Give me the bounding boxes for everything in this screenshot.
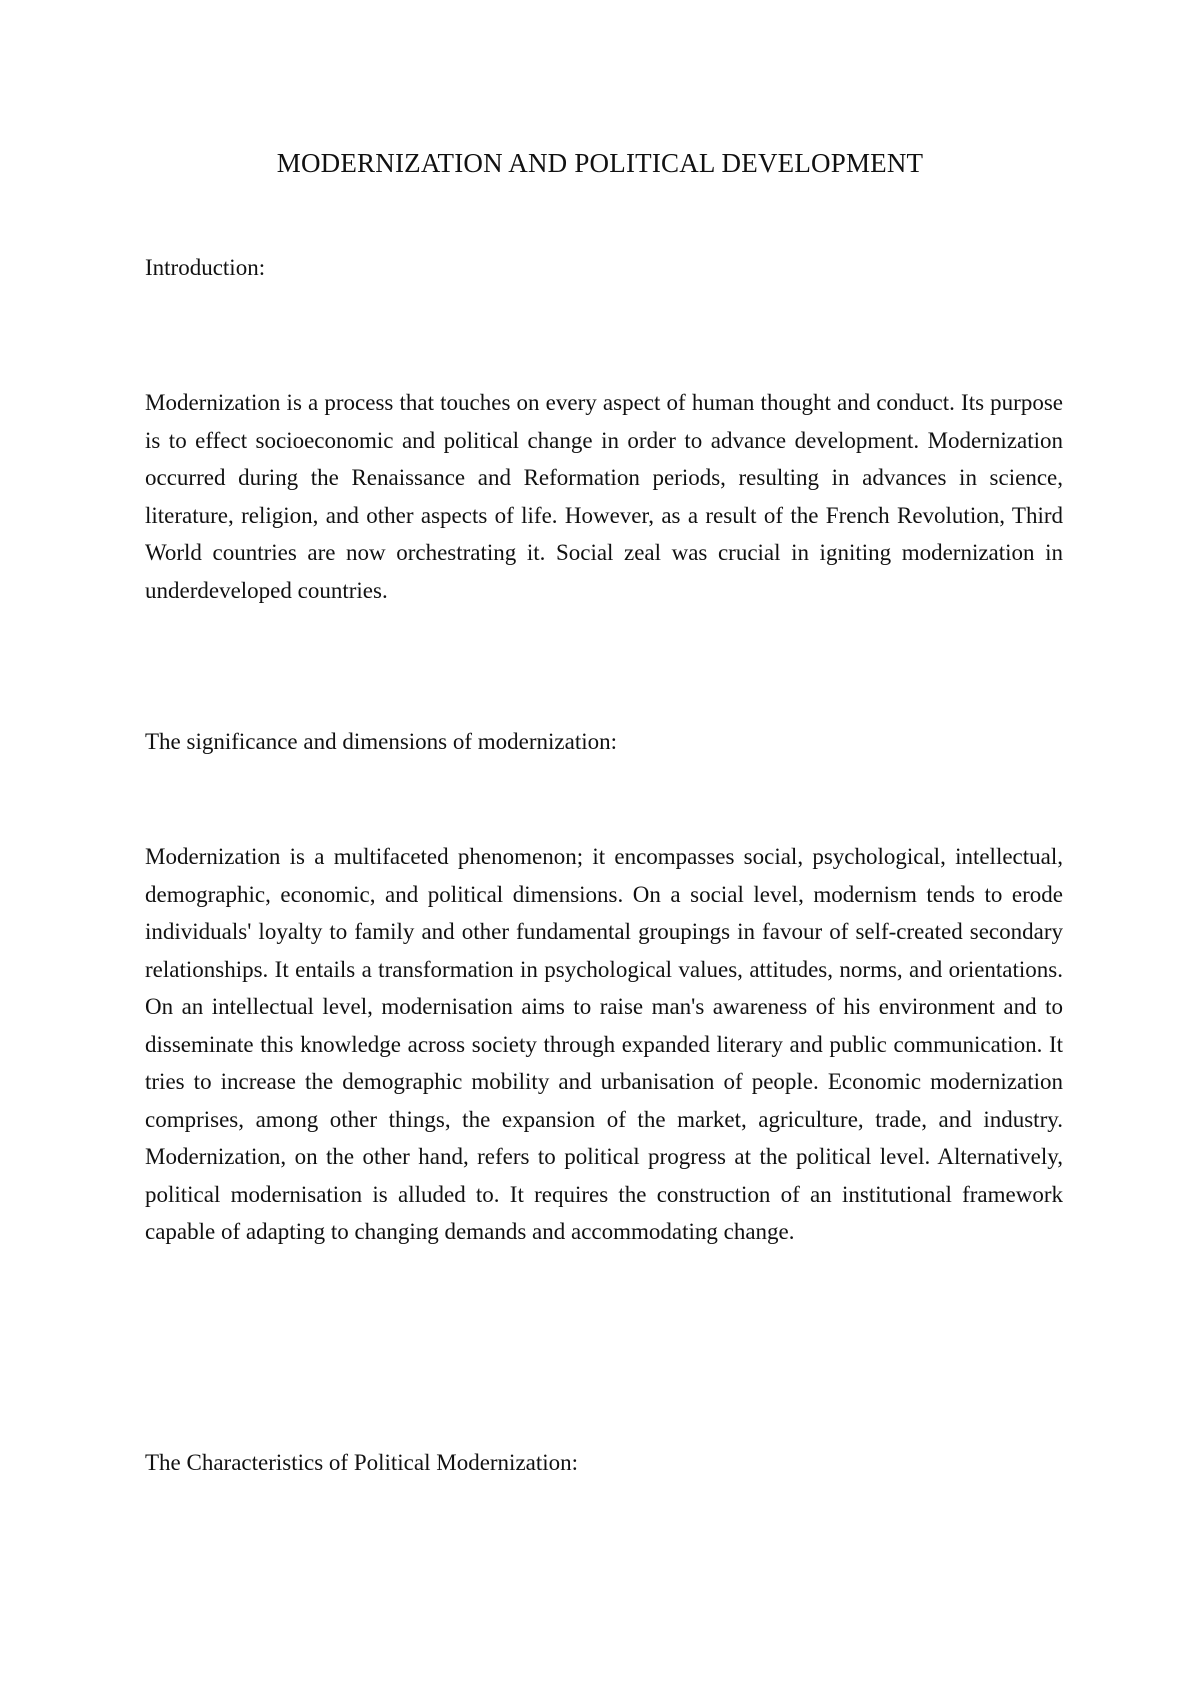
section-heading-significance: The significance and dimensions of modernization: [145,729,618,754]
section-heading-characteristics: The Characteristics of Political Modernization: [145,1450,579,1475]
document-title: MODERNIZATION AND POLITICAL DEVELOPMENT [276,148,924,178]
paragraph-introduction: Modernization is a process that touches on every aspect of human thought and conduct. Its purpose is to effect socioeconomic and political change in order to advance development. Modernization occurred during the Renaissance and Reformation periods, resulting in advances in science, literature, religion, and other aspects of life. However, as a result of the French Revolution, Third World countries are now orchestrating it. Social zeal was crucial in igniting modernization in underdeveloped countries. [145,390,1063,603]
section-heading-introduction: Introduction: [145,255,266,280]
paragraph-significance: Modernization is a multifaceted phenomenon; it encompasses social, psychological, intellectual, demographic, economic, and political dimensions. On a social level, modernism tends to erode individuals' loyalty to family and other fundamental groupings in favour of self-created secondary relationships. It entails a transformation in psychological values, attitudes, norms, and orientations. On an intellectual level, modernisation aims to raise man's awareness of his environment and to disseminate this knowledge across society through expanded literary and public communication. It tries to increase the demographic mobility and urbanisation of people. Economic modernization comprises, among other things, the expansion of the market, agriculture, trade, and industry. Modernization, on the other hand, refers to political progress at the political level. Alternatively, political modernisation is alluded to. It requires the construction of an institutional framework capable of adapting to changing demands and accommodating change. [145,844,1063,1244]
